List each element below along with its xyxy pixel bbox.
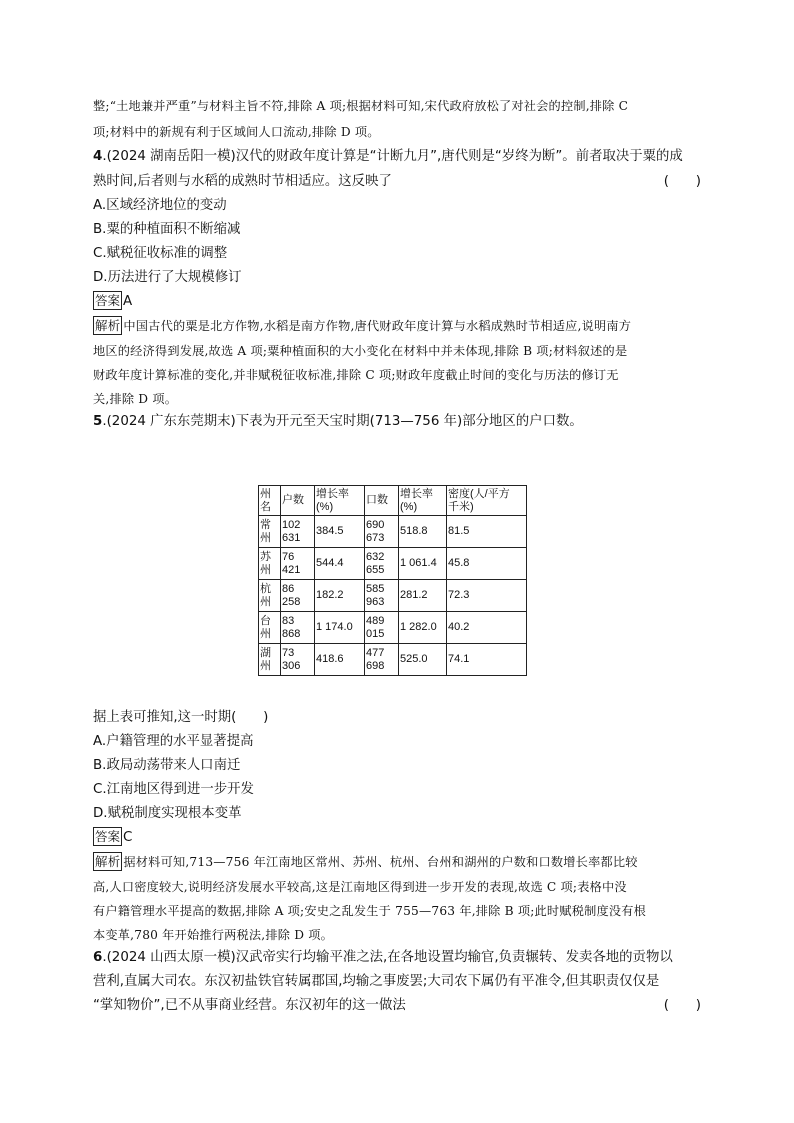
question-6-stem-cont: “掌知物价”,已不从事商业经营。东汉初年的这一做法 — [93, 998, 406, 1013]
table-cell: 281.2 — [399, 580, 447, 612]
answer-paren: ( ) — [663, 174, 701, 189]
answer-value: C — [123, 830, 133, 845]
table-row — [259, 548, 527, 580]
table-cell: 418.6 — [315, 644, 365, 676]
table-cell: 常 州 — [259, 516, 281, 548]
table-cell: 杭 州 — [259, 580, 281, 612]
analysis-line-1 — [93, 850, 638, 874]
question-5-text: .(2024 广东东莞期末)下表为开元至天宝时期(713—756 年)部分地区的户口数。 — [102, 414, 583, 429]
table-cell: 544.4 — [315, 548, 365, 580]
question-4-line-1 — [93, 145, 701, 169]
table-cell: 81.5 — [447, 516, 527, 548]
table-cell: 83 868 — [281, 612, 315, 644]
header-cell: 密度(人/平方 千米) — [447, 486, 527, 516]
table-cell: 102 631 — [281, 516, 315, 548]
table-cell: 苏 州 — [259, 548, 281, 580]
analysis-text: 据材料可知,713—756 年江南地区常州、苏州、杭州、台州和湖州的户数和口数增长率都比较 — [123, 855, 638, 869]
question-number: 4 — [93, 149, 103, 164]
table-cell: 477 698 — [365, 644, 399, 676]
table-cell: 76 421 — [281, 548, 315, 580]
option-c: C.赋税征收标准的调整 — [93, 246, 228, 261]
table-cell: 1 061.4 — [399, 548, 447, 580]
header-cell: 增长率 (%) — [315, 486, 365, 516]
table-cell: 72.3 — [447, 580, 527, 612]
question-6-line-3 — [93, 994, 701, 1018]
table-cell: 74.1 — [447, 644, 527, 676]
table-cell: 1 174.0 — [315, 612, 365, 644]
question-4-line-2 — [93, 170, 701, 194]
analysis-tag: 解析 — [95, 318, 121, 333]
analysis-line-2: 高,人口密度较大,说明经济发展水平较高,这是江南地区得到进一步开发的表现,故选 C 项;表格中没 — [93, 880, 627, 894]
table-row — [259, 580, 527, 612]
option-b: B.粟的种植面积不断缩减 — [93, 222, 241, 237]
question-number: 6 — [93, 950, 103, 965]
table-cell: 182.2 — [315, 580, 365, 612]
answer-tag: 答案 — [95, 293, 121, 308]
table-cell: 73 306 — [281, 644, 315, 676]
analysis-line-4: 关,排除 D 项。 — [93, 392, 178, 406]
header-cell: 增长率 (%) — [399, 486, 447, 516]
analysis-line-1 — [93, 314, 631, 338]
question-4-stem-cont: 熟时间,后者则与水稻的成熟时节相适应。这反映了 — [93, 174, 392, 189]
table-row — [259, 612, 527, 644]
question-5-prompt: 据上表可推知,这一时期( ) — [93, 710, 269, 725]
table-cell: 1 282.0 — [399, 612, 447, 644]
analysis-tag: 解析 — [95, 854, 121, 869]
analysis-text: 中国古代的粟是北方作物,水稻是南方作物,唐代财政年度计算与水稻成熟时节相适应,说明南方 — [123, 319, 632, 333]
table-cell: 384.5 — [315, 516, 365, 548]
analysis-line-3: 财政年度计算标准的变化,并非赋税征收标准,排除 C 项;财政年度截止时间的变化与历法的修订无 — [93, 368, 619, 382]
header-cell: 口数 — [365, 486, 399, 516]
question-6-line-2: 营利,直属大司农。东汉初盐铁官转属郡国,均输之事废罢;大司农下属仍有平准令,但其职责仅仅是 — [93, 974, 660, 989]
header-cell: 户数 — [281, 486, 315, 516]
answer-paren: ( ) — [663, 998, 701, 1013]
answer-row — [93, 826, 132, 850]
table-cell: 518.8 — [399, 516, 447, 548]
table-cell: 86 258 — [281, 580, 315, 612]
answer-tag: 答案 — [95, 829, 121, 844]
table-cell: 台 州 — [259, 612, 281, 644]
header-cell: 州 名 — [259, 486, 281, 516]
option-d: D.历法进行了大规模修订 — [93, 270, 242, 285]
table-cell: 湖 州 — [259, 644, 281, 676]
table-header-row — [259, 486, 527, 516]
option-d: D.赋税制度实现根本变革 — [93, 806, 242, 821]
table-cell: 585 963 — [365, 580, 399, 612]
question-number: 5 — [93, 414, 103, 429]
answer-row — [93, 290, 132, 314]
table-cell: 40.2 — [447, 612, 527, 644]
population-table — [258, 485, 527, 676]
question-5-stem — [93, 410, 583, 434]
option-c: C.江南地区得到进一步开发 — [93, 782, 254, 797]
option-b: B.政局动荡带来人口南迁 — [93, 758, 241, 773]
analysis-line-3: 有户籍管理水平提高的数据,排除 A 项;安史之乱发生于 755—763 年,排除 B 项;此时赋税制度没有根 — [93, 904, 647, 918]
continuation-line-2: 项;材料中的新规有利于区域间人口流动,排除 D 项。 — [93, 125, 380, 139]
table-row — [259, 644, 527, 676]
analysis-line-4: 本变革,780 年开始推行两税法,排除 D 项。 — [93, 928, 334, 942]
table-cell: 690 673 — [365, 516, 399, 548]
option-a: A.户籍管理的水平显著提高 — [93, 734, 254, 749]
question-6-stem: .(2024 山西太原一模)汉武帝实行均输平准之法,在各地设置均输官,负责辗转、发卖各地的贡物以 — [102, 950, 673, 965]
answer-value: A — [123, 294, 133, 309]
continuation-line-1: 整;“土地兼并严重”与材料主旨不符,排除 A 项;根据材料可知,宋代政府放松了对社会的控制,排除 C — [93, 99, 629, 113]
table-cell: 489 015 — [365, 612, 399, 644]
table-cell: 632 655 — [365, 548, 399, 580]
analysis-line-2: 地区的经济得到发展,故选 A 项;粟种植面积的大小变化在材料中并未体现,排除 B 项;材料叙述的是 — [93, 344, 628, 358]
question-4-stem: .(2024 湖南岳阳一模)汉代的财政年度计算是“计断九月”,唐代则是“岁终为断”。前者取决于粟的成 — [102, 149, 683, 164]
option-a: A.区域经济地位的变动 — [93, 198, 227, 213]
question-6-line-1 — [93, 946, 673, 970]
table-cell: 525.0 — [399, 644, 447, 676]
table-row — [259, 516, 527, 548]
table-cell: 45.8 — [447, 548, 527, 580]
